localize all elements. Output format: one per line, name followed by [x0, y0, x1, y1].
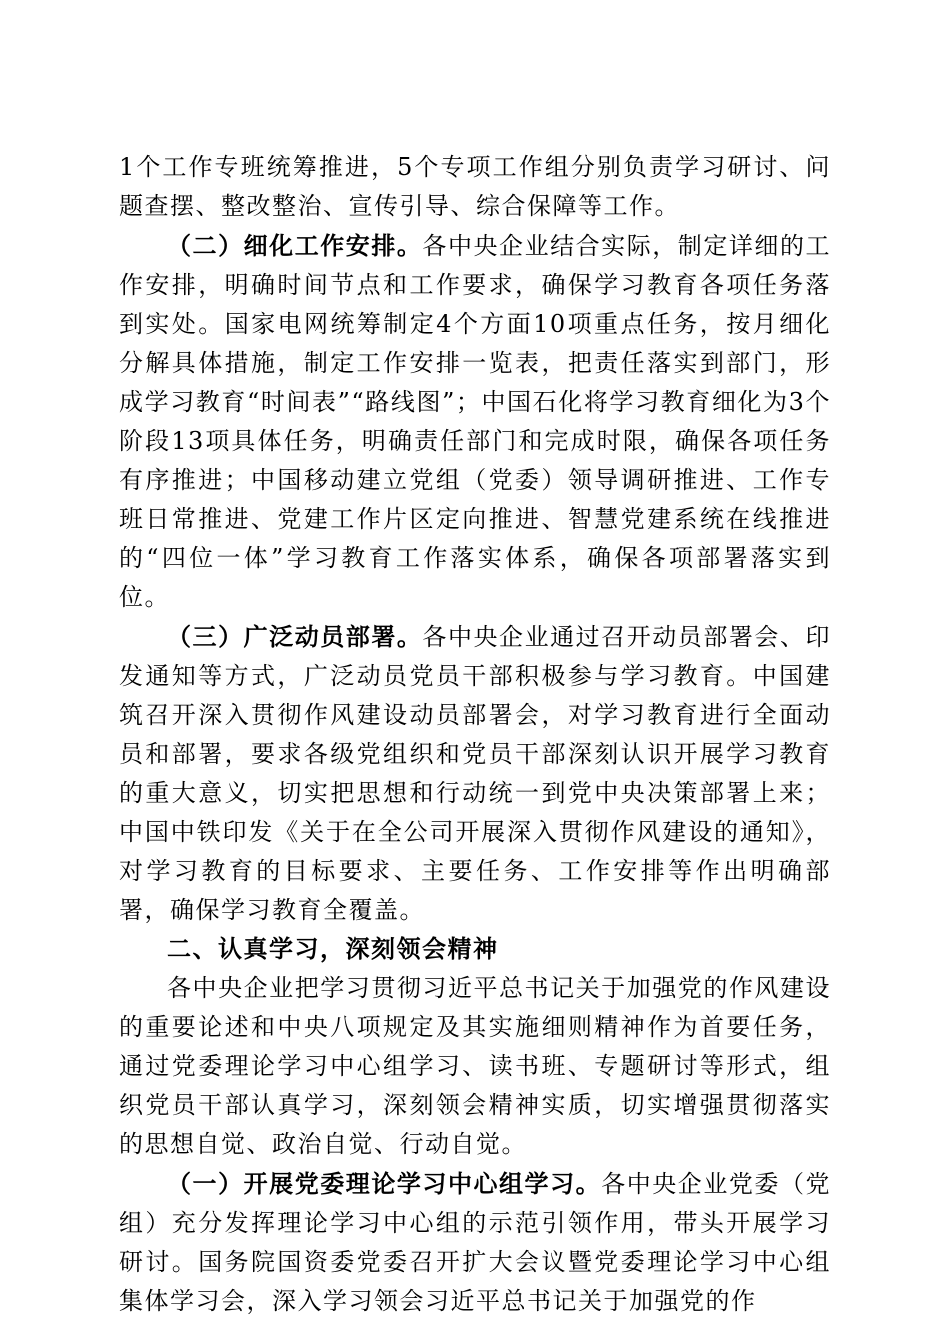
paragraph-study-intro — [119, 969, 831, 1164]
paragraph-continuation — [119, 148, 831, 226]
paragraph-lead: （一）开展党委理论学习中心组学习。 — [167, 1169, 602, 1198]
paragraph-text: 各中央企业把学习贯彻习近平总书记关于加强党的作风建设的重要论述和中央八项规定及其实施细则精神作为首要任务，通过党委理论学习中心组学习、读书班、专题研讨等形式，组织党员干部认真学习，深刻领会精神实质，切实增强贯彻落实的思想自觉、政治自觉、行动自觉。 — [119, 974, 831, 1158]
paragraph-text: 各中央企业结合实际，制定详细的工作安排，明确时间节点和工作要求，确保学习教育各项任务落到实处。国家电网统筹制定4个方面10项重点任务，按月细化分解具体措施，制定工作安排一览表，把责任落实到部门，形成学习教育“时间表”“路线图”；中国石化将学习教育细化为3个阶段13项具体任务，明确责任部门和完成时限，确保各项任务有序推进；中国移动建立党组（党委）领导调研推进、工作专班日常推进、党建工作片区定向推进、智慧党建系统在线推进的“四位一体”学习教育工作落实体系，确保各项部署落实到位。 — [119, 232, 832, 611]
paragraph-text: 1个工作专班统筹推进，5个专项工作组分别负责学习研讨、问题查摆、整改整治、宣传引导、综合保障等工作。 — [119, 153, 831, 220]
paragraph-mobilization — [119, 617, 831, 930]
paragraph-text: 各中央企业通过召开动员部署会、印发通知等方式，广泛动员党员干部积极参与学习教育。中国建筑召开深入贯彻作风建设动员部署会，对学习教育进行全面动员和部署，要求各级党组织和党员干部深刻认识开展学习教育的重大意义，切实把思想和行动统一到党中央决策部署上来；中国中铁印发《关于在全公司开展深入贯彻作风建设的通知》，对学习教育的目标要求、主要任务、工作安排等作出明确部署，确保学习教育全覆盖。 — [119, 623, 832, 924]
paragraph-refine-arrangement — [119, 226, 831, 617]
paragraph-lead: （二）细化工作安排。 — [167, 231, 423, 260]
paragraph-text: 各中央企业党委（党组）充分发挥理论学习中心组的示范引领作用，带头开展学习研讨。国务院国资委党委召开扩大会议暨党委理论学习中心组集体学习会，深入学习领会习近平总书记关于加强党的作 — [119, 1170, 832, 1315]
paragraph-lead: （三）广泛动员部署。 — [167, 622, 423, 651]
paragraph-central-group-study — [119, 1164, 831, 1321]
section-heading: 二、认真学习，深刻领会精神 — [167, 935, 499, 963]
document-page — [119, 148, 831, 1321]
